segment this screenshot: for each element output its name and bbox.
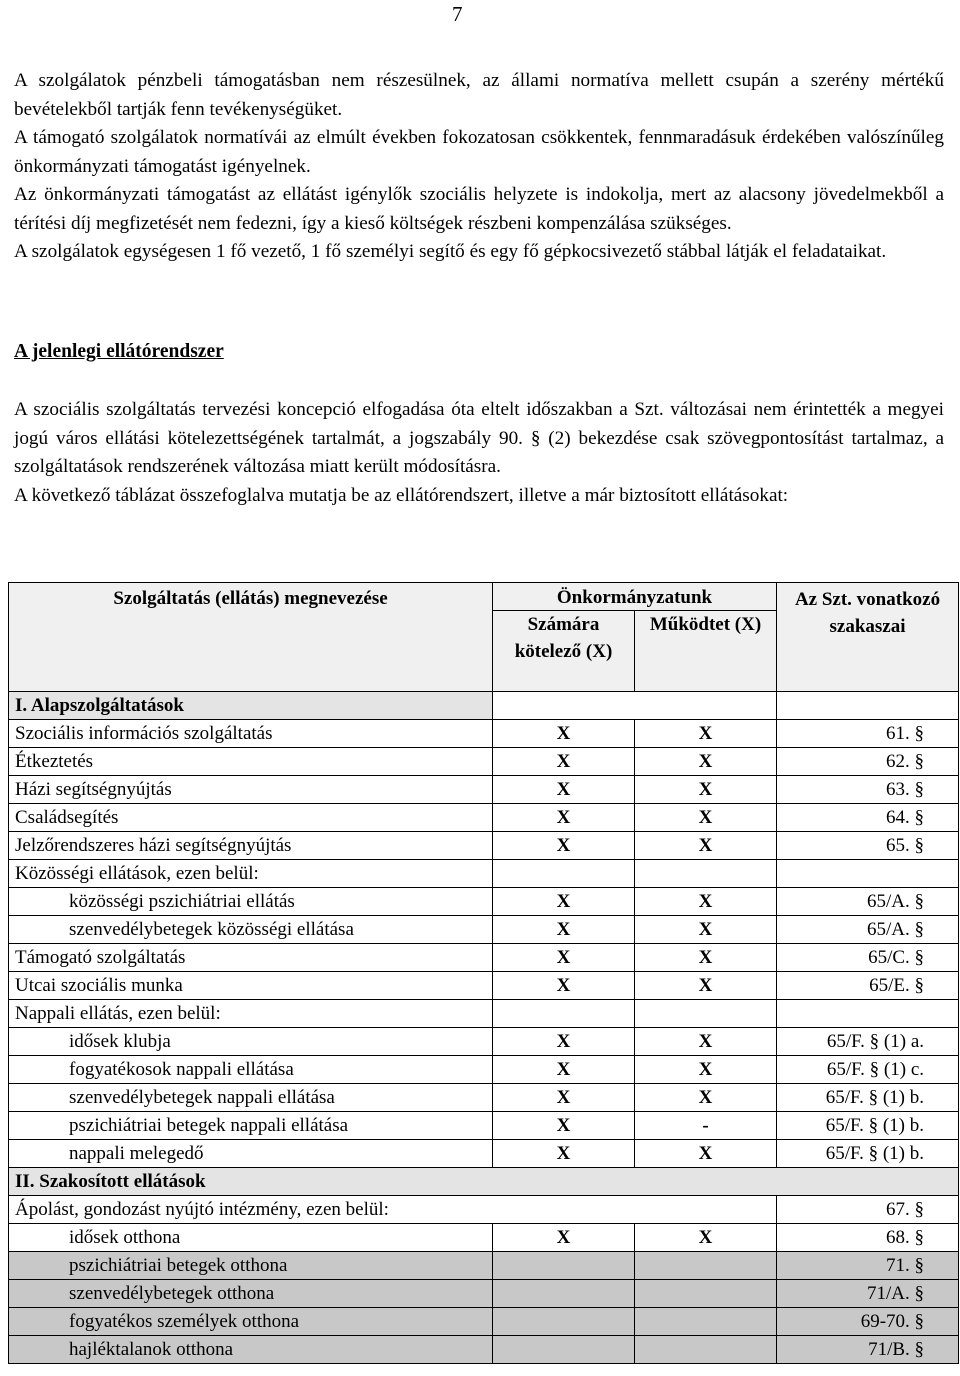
mandatory-mark: X <box>493 916 635 944</box>
table-row <box>9 1056 959 1084</box>
service-name: pszichiátriai betegek otthona <box>9 1252 493 1280</box>
section-title: I. Alapszolgáltatások <box>9 692 493 720</box>
page-number: 7 <box>452 2 463 26</box>
szt-section: 65/A. § <box>777 888 959 916</box>
szt-section: 71/A. § <box>777 1280 959 1308</box>
operates-mark <box>635 1336 777 1364</box>
table-row <box>9 1196 959 1224</box>
body-text <box>14 396 944 510</box>
szt-section: 63. § <box>777 776 959 804</box>
table-row <box>9 832 959 860</box>
section-row <box>9 1168 959 1196</box>
szt-section: 71/B. § <box>777 1336 959 1364</box>
szt-section: 65/F. § (1) b. <box>777 1112 959 1140</box>
mandatory-mark <box>493 1308 635 1336</box>
operates-mark: X <box>635 720 777 748</box>
table-row <box>9 1140 959 1168</box>
service-name: Közösségi ellátások, ezen belül: <box>9 860 493 888</box>
mandatory-mark: X <box>493 944 635 972</box>
service-name: közösségi pszichiátriai ellátás <box>9 888 493 916</box>
header-service-name: Szolgáltatás (ellátás) megnevezése <box>9 583 493 692</box>
intro-text <box>14 67 944 267</box>
service-name: Támogató szolgáltatás <box>9 944 493 972</box>
service-name: idősek otthona <box>9 1224 493 1252</box>
szt-section: 65/F. § (1) b. <box>777 1084 959 1112</box>
operates-mark: X <box>635 776 777 804</box>
mandatory-mark: X <box>493 1112 635 1140</box>
service-name: szenvedélybetegek otthona <box>9 1280 493 1308</box>
table-row <box>9 720 959 748</box>
operates-mark: X <box>635 804 777 832</box>
mandatory-mark: X <box>493 1028 635 1056</box>
operates-mark <box>635 1000 777 1028</box>
table-row <box>9 1280 959 1308</box>
operates-mark: X <box>635 972 777 1000</box>
table-row <box>9 916 959 944</box>
mandatory-mark: X <box>493 1056 635 1084</box>
szt-section: 65/A. § <box>777 916 959 944</box>
mandatory-mark: X <box>493 720 635 748</box>
operates-mark: X <box>635 916 777 944</box>
section-empty <box>493 692 777 720</box>
szt-section: 71. § <box>777 1252 959 1280</box>
mandatory-mark: X <box>493 748 635 776</box>
operates-mark <box>635 1280 777 1308</box>
szt-section <box>777 860 959 888</box>
mandatory-mark: X <box>493 1140 635 1168</box>
table-row <box>9 1224 959 1252</box>
service-name: Ápolást, gondozást nyújtó intézmény, ezen belül: <box>9 1196 777 1224</box>
szt-section: 65. § <box>777 832 959 860</box>
mandatory-mark: X <box>493 1084 635 1112</box>
operates-mark: X <box>635 1140 777 1168</box>
service-name: szenvedélybetegek nappali ellátása <box>9 1084 493 1112</box>
service-name: Étkeztetés <box>9 748 493 776</box>
section-empty <box>777 692 959 720</box>
table-row <box>9 1252 959 1280</box>
service-name: idősek klubja <box>9 1028 493 1056</box>
table-row <box>9 972 959 1000</box>
mandatory-mark: X <box>493 1224 635 1252</box>
table-row <box>9 860 959 888</box>
table-row <box>9 1112 959 1140</box>
operates-mark <box>635 1308 777 1336</box>
szt-section: 65/F. § (1) b. <box>777 1140 959 1168</box>
section-heading: A jelenlegi ellátórendszer <box>14 341 224 362</box>
mandatory-mark: X <box>493 832 635 860</box>
mandatory-mark: X <box>493 804 635 832</box>
table-row <box>9 748 959 776</box>
section-row <box>9 692 959 720</box>
table-header-row <box>9 583 959 611</box>
service-name: fogyatékosok nappali ellátása <box>9 1056 493 1084</box>
szt-section <box>777 1000 959 1028</box>
szt-section: 68. § <box>777 1224 959 1252</box>
mandatory-mark <box>493 1252 635 1280</box>
header-group: Önkormányzatunk <box>493 583 777 611</box>
header-mandatory: Számára kötelező (X) <box>493 611 635 692</box>
operates-mark: X <box>635 748 777 776</box>
szt-section: 67. § <box>777 1196 959 1224</box>
mandatory-mark <box>493 1336 635 1364</box>
paragraph: A szolgálatok pénzbeli támogatásban nem részesülnek, az állami normatíva mellett csupán a szerény mértékű bevételekből tartják fenn tevékenységüket. <box>14 70 944 120</box>
header-operates: Működtet (X) <box>635 611 777 692</box>
mandatory-mark: X <box>493 888 635 916</box>
operates-mark: X <box>635 888 777 916</box>
service-name: Nappali ellátás, ezen belül: <box>9 1000 493 1028</box>
operates-mark: X <box>635 944 777 972</box>
table-row <box>9 1000 959 1028</box>
service-name: szenvedélybetegek közösségi ellátása <box>9 916 493 944</box>
paragraph: A szolgálatok egységesen 1 fő vezető, 1 fő személyi segítő és egy fő gépkocsivezető stábbal látják el feladataikat. <box>14 241 887 262</box>
table-row <box>9 804 959 832</box>
table-row <box>9 888 959 916</box>
szt-section: 61. § <box>777 720 959 748</box>
table-row <box>9 1028 959 1056</box>
szt-section: 62. § <box>777 748 959 776</box>
mandatory-mark: X <box>493 776 635 804</box>
paragraph: A szociális szolgáltatás tervezési koncepció elfogadása óta eltelt időszakban a Szt. változásai nem érintették a megyei jogú város ellátási kötelezettségének tartalmát, a jogszabály 90. § (2) bekezdése csak szövegpontosítást tartalmaz, a szolgáltatások rendszerének változása miatt került módosításra. <box>14 399 944 477</box>
operates-mark: X <box>635 1224 777 1252</box>
service-name: pszichiátriai betegek nappali ellátása <box>9 1112 493 1140</box>
operates-mark: - <box>635 1112 777 1140</box>
operates-mark: X <box>635 1056 777 1084</box>
paragraph: A támogató szolgálatok normatívái az elmúlt években fokozatosan csökkentek, fennmaradásuk érdekében valószínűleg önkormányzati támogatást igényelnek. <box>14 127 944 177</box>
section-title: II. Szakosított ellátások <box>9 1168 959 1196</box>
mandatory-mark: X <box>493 972 635 1000</box>
operates-mark: X <box>635 1084 777 1112</box>
table-row <box>9 1308 959 1336</box>
mandatory-mark <box>493 1280 635 1308</box>
table-row <box>9 1336 959 1364</box>
szt-section: 69-70. § <box>777 1308 959 1336</box>
table-row <box>9 944 959 972</box>
paragraph: Az önkormányzati támogatást az ellátást igénylők szociális helyzete is indokolja, mert az alacsony jövedelmekből a térítési díj megfizetését nem fedezni, így a kieső költségek részbeni kompenzálása szükséges. <box>14 184 944 234</box>
service-name: nappali melegedő <box>9 1140 493 1168</box>
service-name: Szociális információs szolgáltatás <box>9 720 493 748</box>
szt-section: 64. § <box>777 804 959 832</box>
service-name: Családsegítés <box>9 804 493 832</box>
table-row <box>9 776 959 804</box>
szt-section: 65/F. § (1) a. <box>777 1028 959 1056</box>
szt-section: 65/F. § (1) c. <box>777 1056 959 1084</box>
paragraph: A következő táblázat összefoglalva mutatja be az ellátórendszert, illetve a már biztosított ellátásokat: <box>14 484 789 506</box>
service-name: Utcai szociális munka <box>9 972 493 1000</box>
service-name: fogyatékos személyek otthona <box>9 1308 493 1336</box>
operates-mark <box>635 860 777 888</box>
operates-mark: X <box>635 1028 777 1056</box>
mandatory-mark <box>493 860 635 888</box>
operates-mark: X <box>635 832 777 860</box>
szt-section: 65/E. § <box>777 972 959 1000</box>
operates-mark <box>635 1252 777 1280</box>
services-table <box>8 582 959 1364</box>
service-name: Házi segítségnyújtás <box>9 776 493 804</box>
service-name: hajléktalanok otthona <box>9 1336 493 1364</box>
mandatory-mark <box>493 1000 635 1028</box>
service-name: Jelzőrendszeres házi segítségnyújtás <box>9 832 493 860</box>
table-row <box>9 1084 959 1112</box>
header-szt-sections: Az Szt. vonatkozó szakaszai <box>777 583 959 692</box>
szt-section: 65/C. § <box>777 944 959 972</box>
